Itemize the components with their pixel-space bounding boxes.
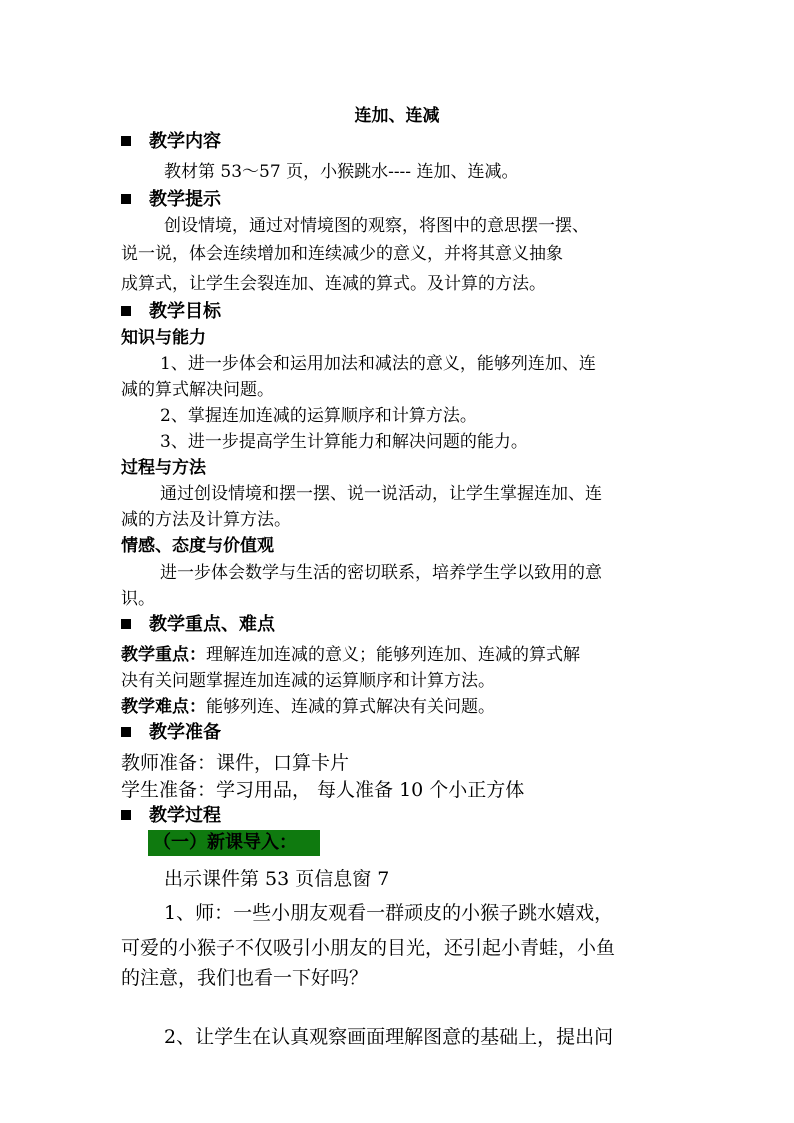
content-text: 教材第 53～57 页，小猴跳水---- 连加、连减。 — [164, 162, 519, 182]
document-title: 连加、连减 — [354, 106, 440, 126]
heading-text: 教学过程 — [149, 805, 221, 826]
emotion-line-2: 识。 — [121, 589, 155, 609]
process-para-1a: 1、师：一些小朋友观看一群顽皮的小猴子跳水嬉戏， — [164, 902, 614, 924]
teacher-preparation: 教师准备：课件，口算卡片 — [121, 752, 350, 774]
key-point-line-2: 决有关问题掌握连加连减的运算顺序和计算方法。 — [121, 671, 495, 691]
heading-text: 教学内容 — [149, 131, 221, 152]
section-heading-hints — [121, 188, 221, 212]
knowledge-item-2: 2、掌握连加连减的运算顺序和计算方法。 — [160, 406, 477, 426]
process-para-2a: 2、让学生在认真观察画面理解图意的基础上，提出问 — [164, 1026, 614, 1048]
key-point-text: 理解连加连减的意义；能够列连加、连减的算式解 — [206, 645, 580, 665]
heading-text: 教学目标 — [149, 301, 221, 322]
process-line-2: 减的方法及计算方法。 — [121, 510, 291, 530]
knowledge-item-3: 3、进一步提高学生计算能力和解决问题的能力。 — [160, 432, 528, 452]
subheading-knowledge: 知识与能力 — [121, 328, 206, 348]
subheading-emotion: 情感、态度与价值观 — [121, 536, 274, 556]
hint-line-1: 创设情境，通过对情境图的观察，将图中的意思摆一摆、 — [164, 216, 589, 236]
process-para-1c: 的注意，我们也看一下好吗？ — [121, 967, 369, 989]
heading-text: 教学重点、难点 — [149, 614, 275, 635]
show-courseware-line: 出示课件第 53 页信息窗 7 — [164, 868, 390, 890]
bullet-square-icon — [121, 727, 131, 737]
knowledge-item-1a: 1、进一步体会和运用加法和减法的意义，能够列连加、连 — [160, 354, 596, 374]
difficulty-text: 能够列连、连减的算式解决有关问题。 — [206, 697, 495, 717]
difficulty-line — [121, 695, 495, 719]
bullet-square-icon — [121, 136, 131, 146]
hint-line-2: 说一说，体会连续增加和连续减少的意义，并将其意义抽象 — [121, 244, 563, 264]
student-preparation: 学生准备：学习用品， 每人准备 10 个小正方体 — [121, 779, 525, 801]
new-lesson-intro-heading: （一）新课导入： — [153, 832, 297, 853]
hint-line-3: 成算式，让学生会裂连加、连减的算式。及计算的方法。 — [121, 274, 546, 294]
heading-text: 教学提示 — [149, 189, 221, 210]
emotion-line-1: 进一步体会数学与生活的密切联系，培养学生学以致用的意 — [160, 563, 602, 583]
knowledge-item-1b: 减的算式解决问题。 — [121, 380, 274, 400]
section-heading-process — [121, 804, 221, 828]
difficulty-label: 教学难点： — [121, 697, 206, 717]
heading-text: 教学准备 — [149, 722, 221, 743]
section-heading-objectives — [121, 300, 221, 324]
process-line-1: 通过创设情境和摆一摆、说一说活动，让学生掌握连加、连 — [160, 484, 602, 504]
section-heading-preparation — [121, 721, 221, 745]
bullet-square-icon — [121, 194, 131, 204]
bullet-square-icon — [121, 306, 131, 316]
subheading-process: 过程与方法 — [121, 458, 206, 478]
section-heading-content — [121, 130, 221, 154]
process-para-1b: 可爱的小猴子不仅吸引小朋友的目光，还引起小青蛙，小鱼 — [121, 937, 616, 959]
bullet-square-icon — [121, 619, 131, 629]
section-heading-key-points — [121, 613, 275, 637]
bullet-square-icon — [121, 810, 131, 820]
key-point-line-1 — [121, 643, 580, 667]
key-point-label: 教学重点： — [121, 645, 206, 665]
